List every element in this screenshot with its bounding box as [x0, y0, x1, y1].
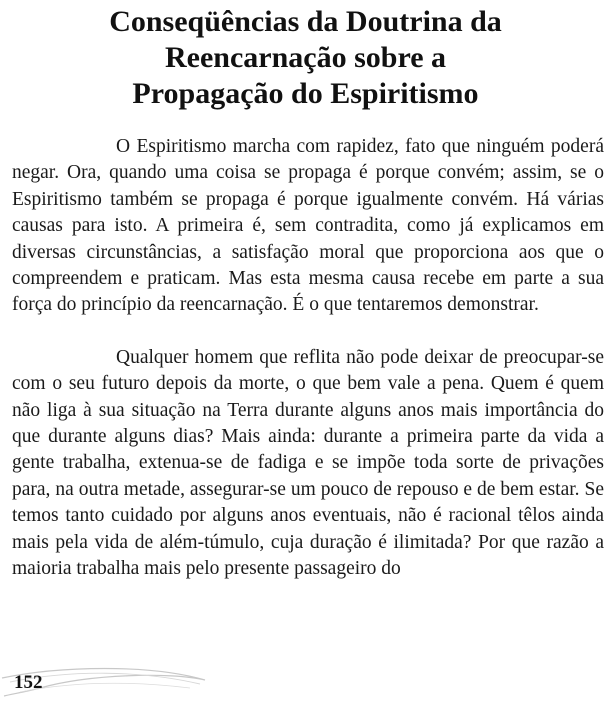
- page-footer: [0, 658, 611, 703]
- paragraph-2: Qualquer homem que reflita não pode deixar de preocupar-se com o seu futuro depois da morte, o que bem vale a pena. Quem é quem não liga à sua situação na Terra durante alguns anos mais importância do que durante alguns dias? Mais ainda: durante a primeira parte da vida a gente trabalha, extenua-se de fadiga e se impõe toda sorte de privações para, na outra metade, assegurar-se um pouco de repouso e de bem estar. Se temos tanto cuidado por alguns anos eventuais, não é racional têlos ainda mais pela vida de além-túmulo, cuja duração é ilimitada? Por que razão a maioria trabalha mais pelo presente passageiro do: [12, 346, 604, 580]
- chapter-title: [0, 4, 611, 112]
- page-number: 152: [14, 672, 43, 693]
- body-text: [12, 134, 604, 583]
- chapter-title-line-3: Propagação do Espiritismo: [132, 77, 479, 110]
- chapter-title-line-1: Conseqüências da Doutrina da: [109, 5, 502, 38]
- paragraph-1: O Espiritismo marcha com rapidez, fato que ninguém poderá negar. Ora, quando uma coisa se propaga é porque convém; assim, se o Espiritismo também se propaga é porque igualmente convém. Há várias causas para isto. A primeira é, sem contradita, como já explicamos em diversas circunstâncias, a satisfação moral que proporciona aos que o compreendem e praticam. Mas esta mesma causa recebe em parte a sua força do princípio da reencarnação. É o que tentaremos demonstrar.: [12, 136, 604, 316]
- chapter-title-line-2: Reencarnação sobre a: [164, 41, 447, 74]
